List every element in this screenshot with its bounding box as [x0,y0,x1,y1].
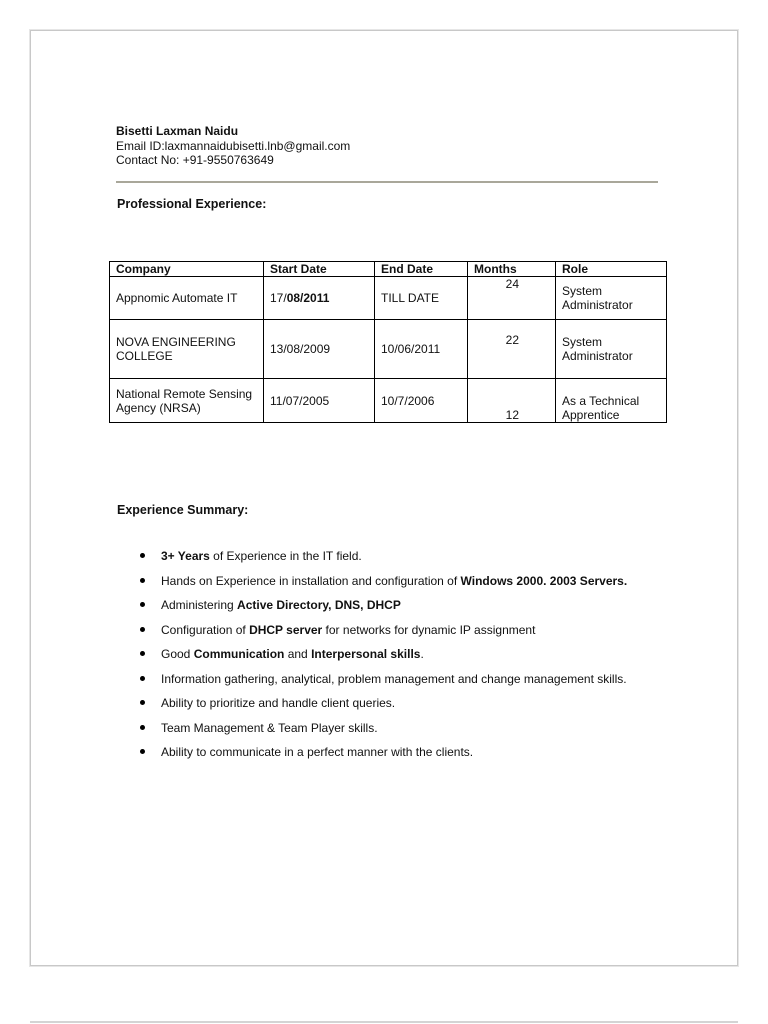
document-page [30,30,738,966]
start-date-day: 17/ [270,291,287,305]
months-cell: 22 [468,320,556,379]
start-date-month-year: 08/2011 [286,291,330,305]
candidate-name: Bisetti Laxman Naidu [116,124,239,138]
list-item: 3+ Years of Experience in the IT field. [140,549,627,574]
contact-header [116,124,350,168]
column-header-role: Role [556,262,667,277]
list-item: Hands on Experience in installation and configuration of Windows 2000. 2003 Servers. [140,574,627,599]
next-page-edge [30,1021,738,1023]
header-divider [116,181,658,183]
table-row [110,320,667,379]
list-item: Information gathering, analytical, problem management and change management skills. [140,672,627,697]
months-cell: 24 [468,277,556,320]
table-row [110,277,667,320]
start-date-cell: 11/07/2005 [264,379,375,423]
column-header-end-date: End Date [375,262,468,277]
list-item: Configuration of DHCP server for networks for dynamic IP assignment [140,623,627,648]
experience-summary-list [140,549,627,770]
table-row [110,379,667,423]
experience-table [109,261,667,423]
email-line: Email ID:laxmannaidubisetti.lnb@gmail.com [116,138,351,153]
list-item: Ability to communicate in a perfect manner with the clients. [140,745,627,770]
list-item: Good Communication and Interpersonal skills. [140,647,627,672]
end-date-cell: 10/06/2011 [375,320,468,379]
company-cell: NOVA ENGINEERING COLLEGE [110,320,264,379]
company-cell: National Remote Sensing Agency (NRSA) [110,379,264,423]
role-cell: System Administrator [556,320,667,379]
experience-summary-heading: Experience Summary: [117,503,249,517]
months-cell: 12 [468,379,556,423]
column-header-start-date: Start Date [264,262,375,277]
role-cell: System Administrator [556,277,667,320]
list-item: Ability to prioritize and handle client queries. [140,696,627,721]
list-item: Team Management & Team Player skills. [140,721,627,746]
start-date-cell: 13/08/2009 [264,320,375,379]
end-date-cell: TILL DATE [375,277,468,320]
column-header-months: Months [468,262,556,277]
end-date-cell: 10/7/2006 [375,379,468,423]
professional-experience-heading: Professional Experience: [117,197,267,211]
column-header-company: Company [110,262,264,277]
contact-line: Contact No: +91-9550763649 [116,153,274,167]
start-date-cell [264,277,375,320]
role-cell: As a Technical Apprentice [556,379,667,423]
list-item: Administering Active Directory, DNS, DHCP [140,598,627,623]
company-cell: Appnomic Automate IT [110,277,264,320]
table-header-row [110,262,667,277]
